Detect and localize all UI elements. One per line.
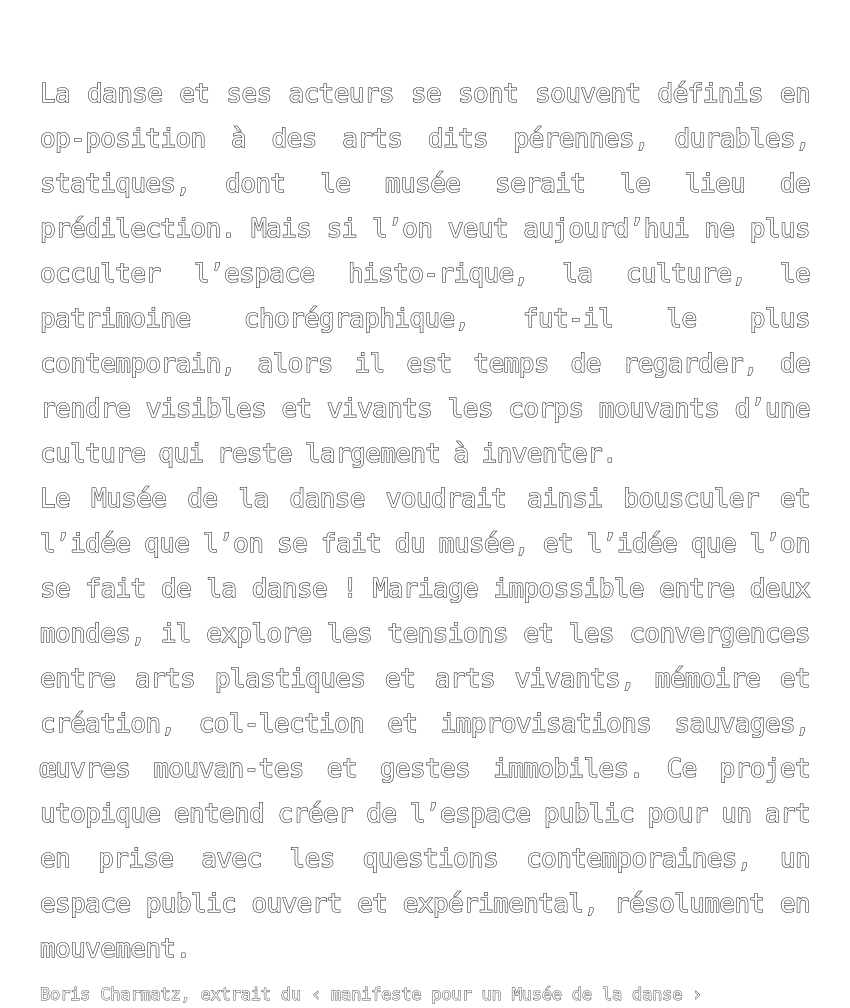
paragraph-2: Le Musée de la danse voudrait ainsi bousculer et l’idée que l’on se fait du musée, et l’idée que l’on se fait de la danse ! Mariage impossible entre deux mondes, il explore les tensions et les convergences entre arts plastiques et arts vivants, mémoire et création, col-lection et improvisations sauvages, œuvres mouvan-tes et gestes immobiles. Ce projet utopique entend créer de l’espace public pour un art en prise avec les questions contemporaines, un espace public ouvert et expérimental, résolument en mouvement.: [40, 484, 810, 964]
manifesto-text-block: [40, 72, 810, 1008]
attribution-line: Boris Charmatz, extrait du ‹ manifeste pour un Musée de la danse ›: [40, 985, 703, 1005]
paragraph-1: La danse et ses acteurs se sont souvent définis en op-position à des arts dits pérennes, durables, statiques, dont le musée serait le lieu de prédilection. Mais si l’on veut aujourd’hui ne plus occulter l’espace histo-rique, la culture, le patrimoine chorégraphique, fut-il le plus contemporain, alors il est temps de regarder, de rendre visibles et vivants les corps mouvants d’une culture qui reste largement à inventer.: [40, 79, 810, 469]
